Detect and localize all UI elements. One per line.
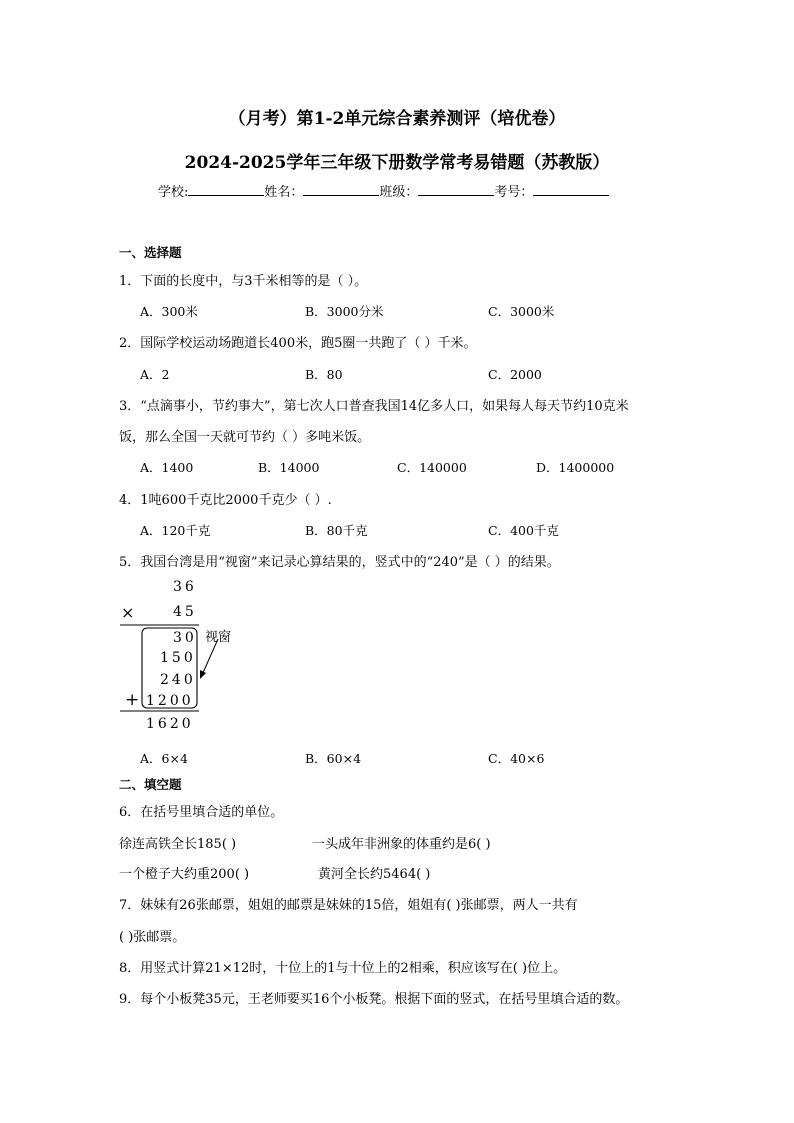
q4-option-a[interactable]: A．120千克 <box>140 523 211 538</box>
q1-option-b[interactable]: B．3000分米 <box>305 304 384 319</box>
question-6: 6．在括号里填合适的单位。 <box>119 805 284 820</box>
q1-option-a[interactable]: A．300米 <box>140 304 198 319</box>
q5-option-b[interactable]: B．60×4 <box>305 751 362 766</box>
question-9: 9．每个小板凳35元，王老师要买16个小板凳。根据下面的竖式，在括号里填合适的数。 <box>119 992 629 1007</box>
partial-product-3: 240 <box>160 672 196 688</box>
question-7-line2: ( )张邮票。 <box>119 930 186 945</box>
question-6-line2-a: 一个橙子大约重200( ) <box>119 867 250 882</box>
page-subtitle: 2024-2025学年三年级下册数学常考易错题（苏教版） <box>184 153 610 173</box>
student-info-row <box>158 181 609 200</box>
question-7-line1: 7．妹妹有26张邮票，姐姐的邮票是妹妹的15倍，姐姐有( )张邮票，两人一共有 <box>119 898 578 913</box>
exam-number-blank[interactable] <box>533 181 609 196</box>
question-6-line1-a: 徐连高铁全长185( ) <box>119 837 237 852</box>
plus-sign: + <box>125 690 140 710</box>
class-blank[interactable] <box>418 181 494 196</box>
class-label: 班级： <box>379 185 419 200</box>
question-6-line1-b: 一头成年非洲象的体重约是6( ) <box>312 837 491 852</box>
school-label: 学校: <box>158 185 189 200</box>
question-6-line2-b: 黄河全长约5464( ) <box>318 867 431 882</box>
q5-option-c[interactable]: C．40×6 <box>488 751 545 766</box>
q2-option-b[interactable]: B．80 <box>305 367 343 382</box>
name-label: 姓名： <box>264 185 304 200</box>
school-blank[interactable] <box>188 181 264 196</box>
question-2: 2．国际学校运动场跑道长400米，跑5圈一共跑了（ ）千米。 <box>119 336 477 351</box>
section-title-fill: 二、填空题 <box>119 777 182 792</box>
q3-option-a[interactable]: A．1400 <box>140 460 194 475</box>
q4-option-b[interactable]: B．80千克 <box>305 523 368 538</box>
q4-option-c[interactable]: C．400千克 <box>488 523 559 538</box>
partial-product-4: 1200 <box>146 693 194 709</box>
times-sign: × <box>121 603 135 622</box>
q3-option-d[interactable]: D．1400000 <box>536 460 615 475</box>
q2-option-a[interactable]: A．2 <box>140 367 170 382</box>
question-3-line1: 3．“点滴事小，节约事大”，第七次人口普查我国14亿多人口，如果每人每天节约10克米 <box>119 399 629 414</box>
q1-option-c[interactable]: C．3000米 <box>488 304 555 319</box>
question-1: 1．下面的长度中，与3千米相等的是（ ）。 <box>119 274 368 289</box>
window-label: 视窗 <box>205 630 232 645</box>
multiplication-window-figure <box>115 575 255 740</box>
final-product: 1620 <box>146 716 194 732</box>
partial-product-2: 150 <box>160 650 196 666</box>
section-title-choice: 一、选择题 <box>119 245 182 260</box>
multiplier: 45 <box>173 604 197 620</box>
q5-option-a[interactable]: A．6×4 <box>140 751 188 766</box>
question-3-line2: 饭，那么全国一天就可节约（ ）多吨米饭。 <box>119 430 371 445</box>
name-blank[interactable] <box>303 181 379 196</box>
multiplicand: 36 <box>173 579 197 595</box>
page-title: （月考）第1-2单元综合素养测评（培优卷） <box>228 109 566 129</box>
q2-option-c[interactable]: C．2000 <box>488 367 542 382</box>
question-4: 4．1吨600千克比2000千克少（ ）. <box>119 493 332 508</box>
question-8: 8．用竖式计算21×12时，十位上的1与十位上的2相乘，积应该写在( )位上。 <box>119 961 567 976</box>
partial-product-1: 30 <box>173 630 197 646</box>
exam-number-label: 考号： <box>494 185 534 200</box>
q3-option-c[interactable]: C．140000 <box>397 460 467 475</box>
q3-option-b[interactable]: B．14000 <box>258 460 320 475</box>
question-5: 5．我国台湾是用“视窗”来记录心算结果的，竖式中的“240”是（ ）的结果。 <box>119 555 560 570</box>
